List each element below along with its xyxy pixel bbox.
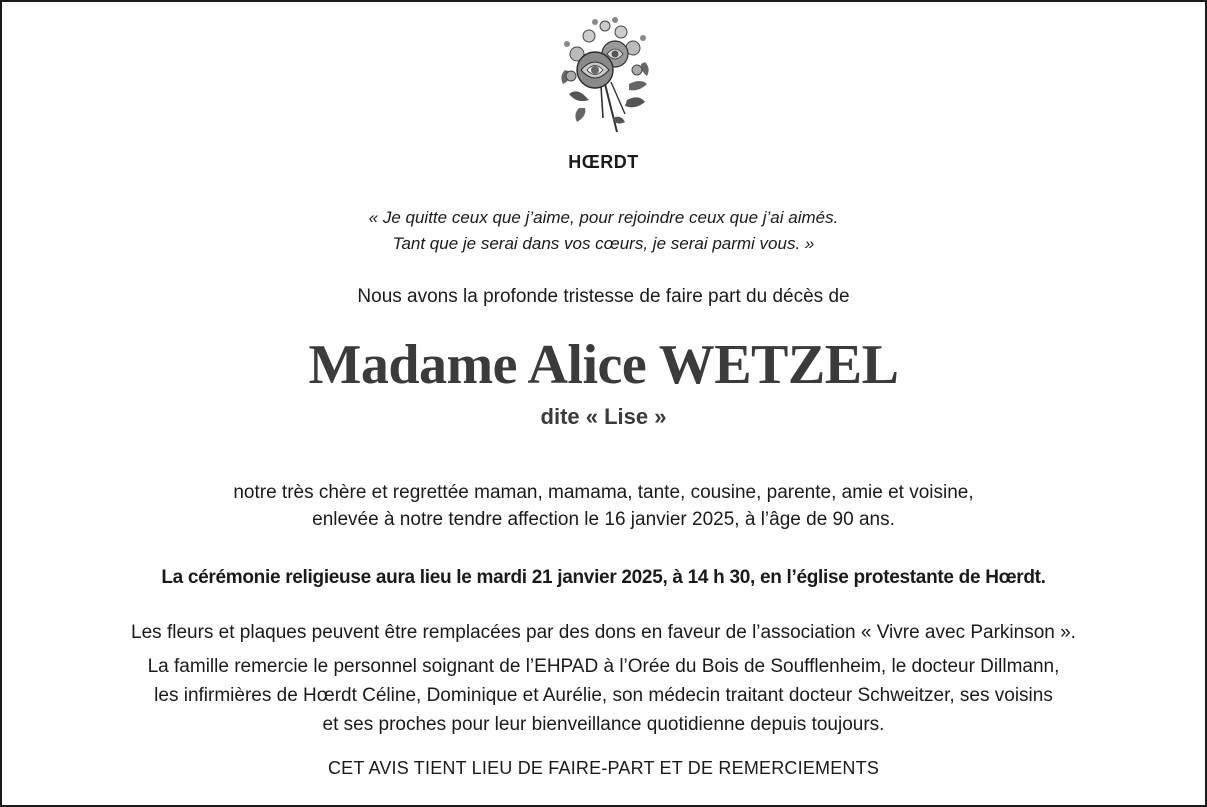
quote-line-2: Tant que je serai dans vos cœurs, je serai parmi vous. » [392,234,815,253]
thanks-line-1: La famille remercie le personnel soignant de l’EHPAD à l’Orée du Bois de Soufflenheim, le docteur Dillmann, [147,656,1060,677]
rose-bouquet-icon [555,14,655,134]
deceased-name: Madame Alice WETZEL [308,334,899,396]
donation-note: Les fleurs et plaques peuvent être remplacées par des dons en faveur de l’association « Vivre avec Parkinson ». [131,622,1076,643]
ceremony-details: La cérémonie religieuse aura lieu le mardi 21 janvier 2025, à 14 h 30, en l’église protestante de Hœrdt. [161,567,1046,588]
thanks-line-2: les infirmières de Hœrdt Céline, Dominique et Aurélie, son médecin traitant docteur Schweitzer, ses voisins [154,685,1053,706]
deceased-nickname: dite « Lise » [540,404,667,429]
quote-line-1: « Je quitte ceux que j’aime, pour rejoindre ceux que j’ai aimés. [368,208,839,227]
description-line-1: notre très chère et regrettée maman, mamama, tante, cousine, parente, amie et voisine, [233,482,974,503]
city-name: HŒRDT [568,152,639,172]
thanks-line-3: et ses proches pour leur bienveillance quotidienne depuis toujours. [322,714,885,735]
closing-statement: CET AVIS TIENT LIEU DE FAIRE-PART ET DE REMERCIEMENTS [327,758,880,778]
description-line-2: enlevée à notre tendre affection le 16 janvier 2025, à l’âge de 90 ans. [312,509,895,530]
intro-text: Nous avons la profonde tristesse de faire part du décès de [357,286,850,307]
